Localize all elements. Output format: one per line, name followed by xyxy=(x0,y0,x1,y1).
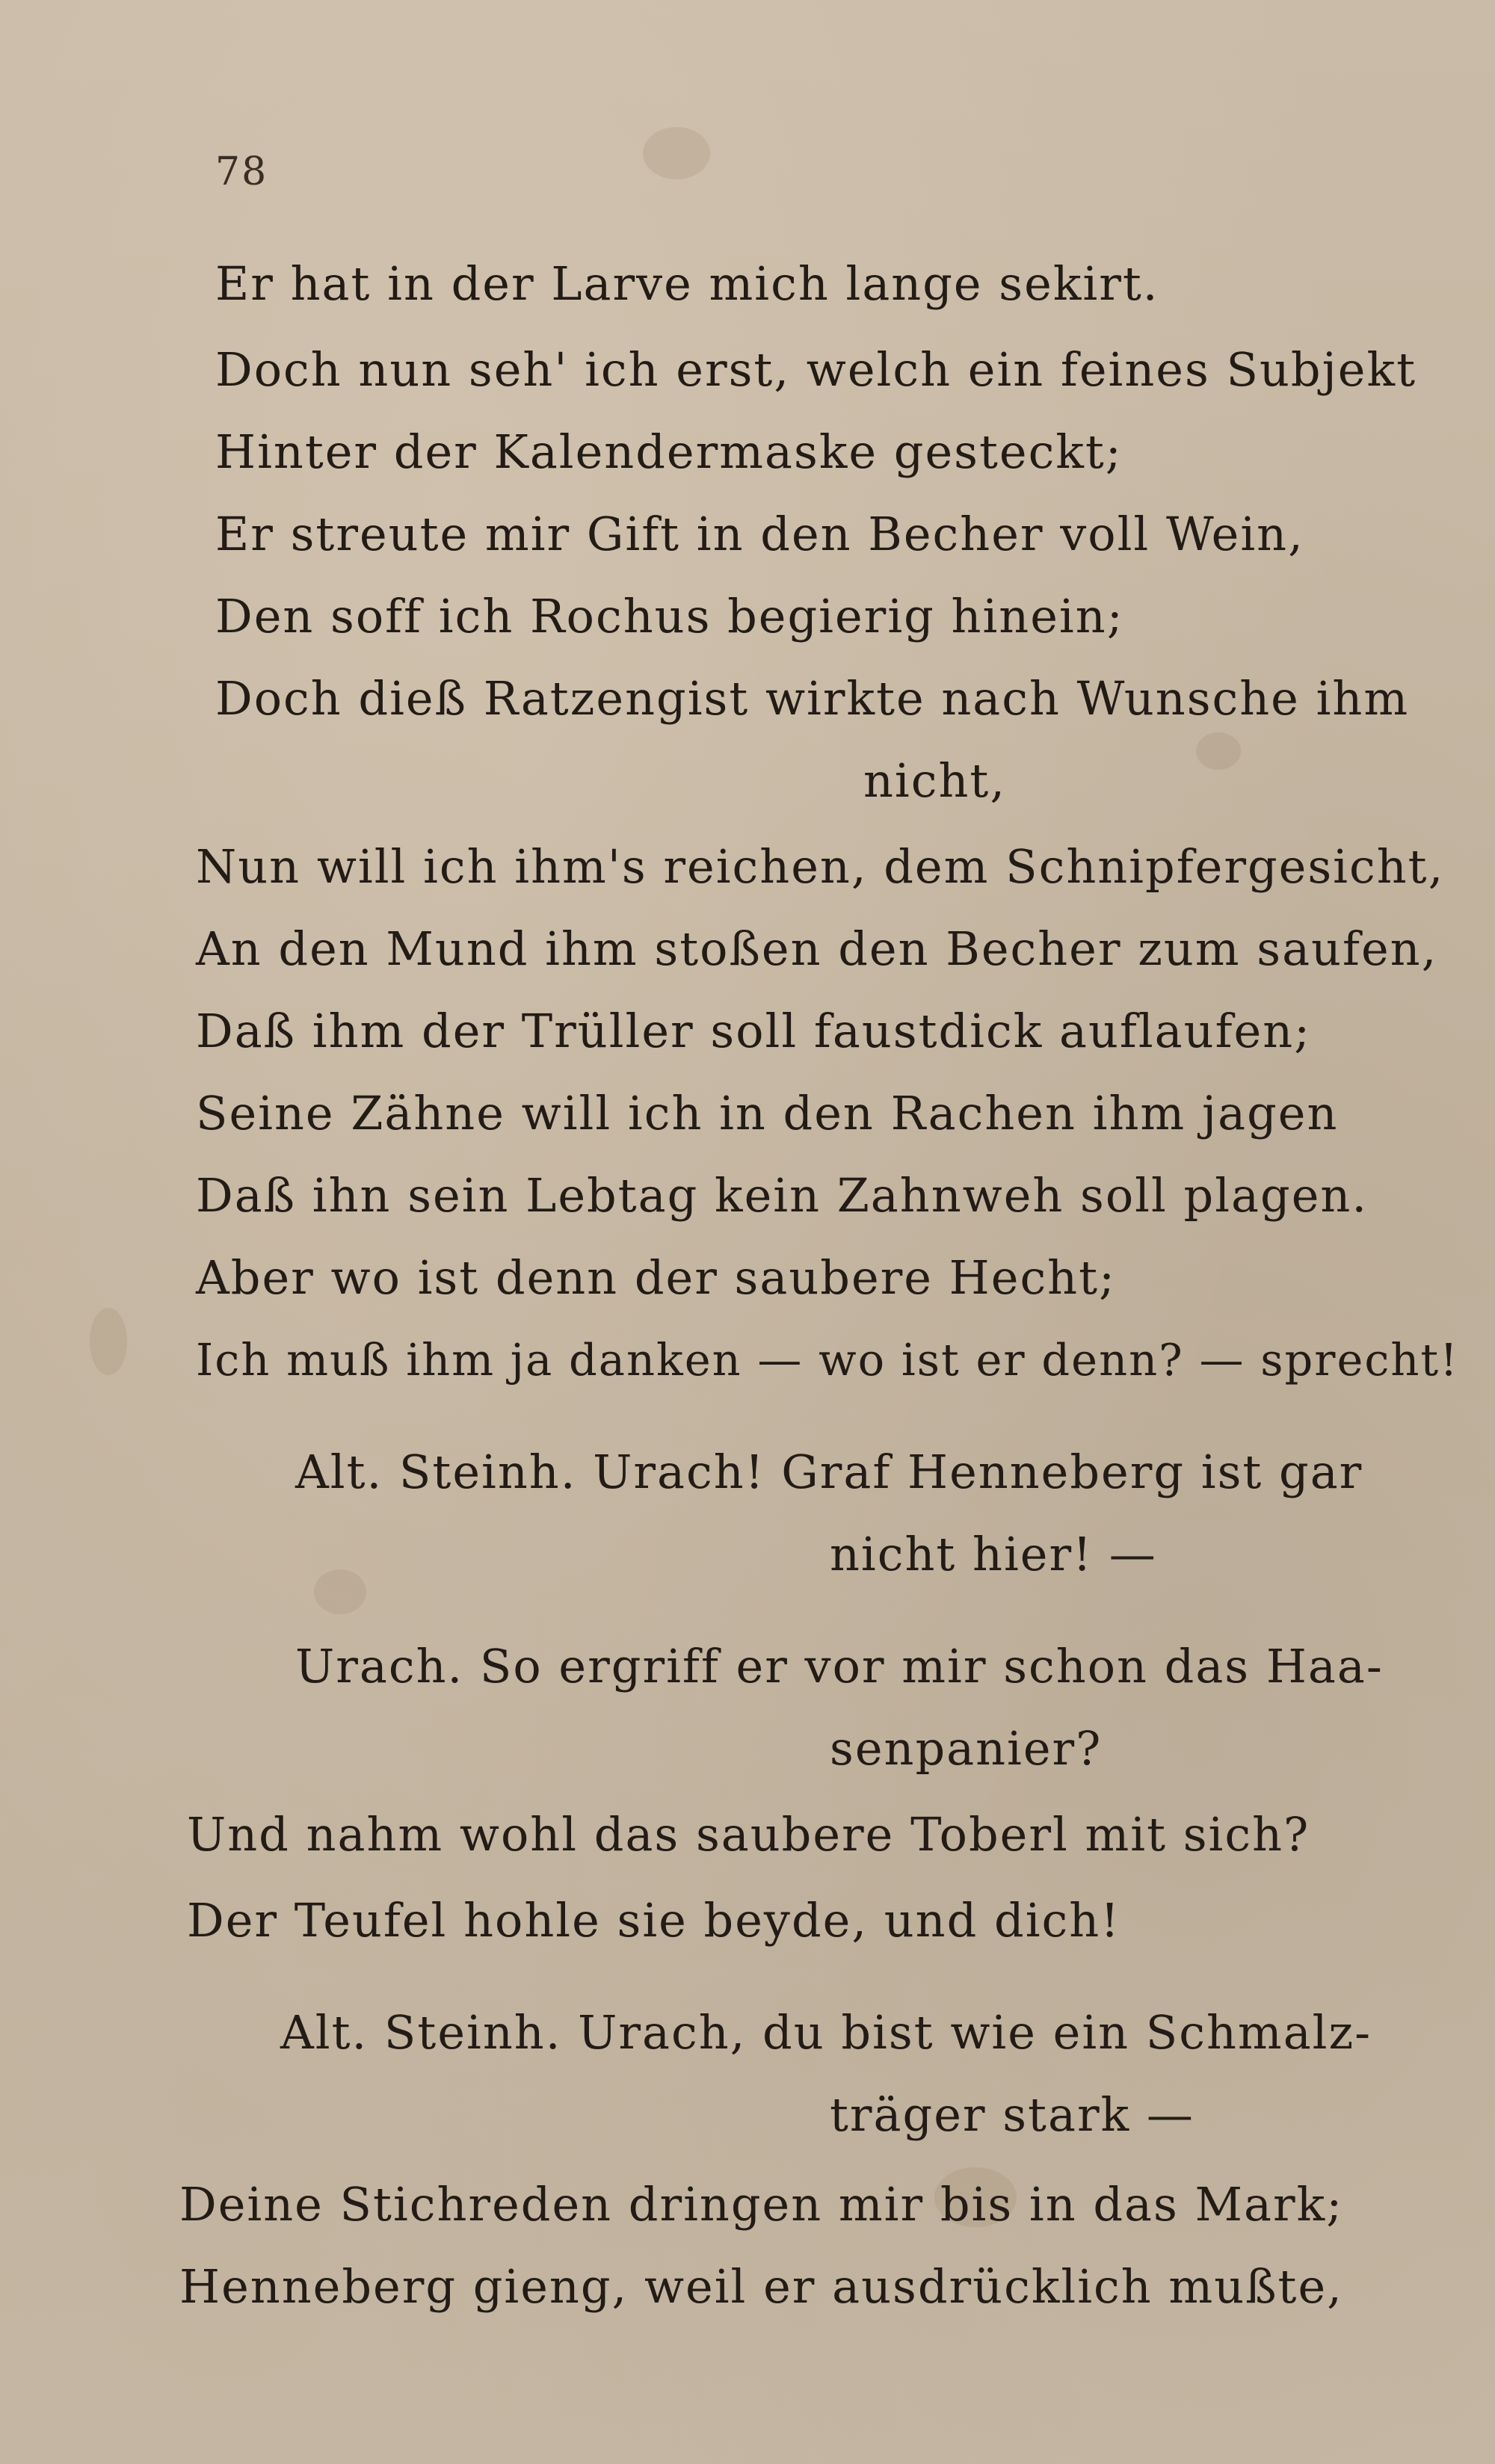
verse-line: Henneberg gieng, weil er ausdrücklich mußte, xyxy=(179,2259,1343,2314)
verse-line: Doch dieß Ratzengist wirkte nach Wunsche ihm xyxy=(215,671,1410,726)
verse-line: Daß ihn sein Lebtag kein Zahnweh soll plagen. xyxy=(196,1168,1369,1223)
verse-line: Daß ihm der Trüller soll faustdick auflaufen; xyxy=(196,1004,1312,1058)
verse-line: Er hat in der Larve mich lange sekirt. xyxy=(215,256,1159,311)
verse-line-continuation: senpanier? xyxy=(830,1721,1103,1776)
verse-line: An den Mund ihm stoßen den Becher zum saufen, xyxy=(196,921,1438,976)
verse-line: Ich muß ihm ja danken — wo ist er denn? — sprecht! xyxy=(196,1334,1459,1386)
paper-stain xyxy=(643,127,710,179)
speaker-line: Urach. So ergriff er vor mir schon das Haa- xyxy=(295,1639,1384,1693)
verse-line: Und nahm wohl das saubere Toberl mit sich? xyxy=(187,1807,1310,1862)
verse-line: Der Teufel hohle sie beyde, und dich! xyxy=(187,1893,1121,1948)
verse-line: Aber wo ist denn der saubere Hecht; xyxy=(196,1250,1116,1305)
verse-line-continuation: träger stark — xyxy=(830,2087,1195,2142)
verse-line: Hinter der Kalendermaske gesteckt; xyxy=(215,424,1123,479)
verse-line: Den soff ich Rochus begierig hinein; xyxy=(215,589,1124,643)
verse-line: Nun will ich ihm's reichen, dem Schnipfergesicht, xyxy=(196,839,1445,894)
paper-stain xyxy=(314,1569,366,1614)
paper-stain xyxy=(1196,732,1241,770)
verse-line-continuation: nicht, xyxy=(863,753,1007,808)
speaker-line: Alt. Steinh. Urach, du bist wie ein Schmalz- xyxy=(280,2005,1372,2060)
verse-line: Seine Zähne will ich in den Rachen ihm jagen xyxy=(196,1086,1339,1140)
paper-stain xyxy=(90,1308,127,1375)
verse-line-continuation: nicht hier! — xyxy=(830,1527,1157,1581)
speaker-line: Alt. Steinh. Urach! Graf Henneberg ist gar xyxy=(295,1445,1363,1499)
verse-line: Er streute mir Gift in den Becher voll Wein, xyxy=(215,507,1304,561)
verse-line: Doch nun seh' ich erst, welch ein feines Subjekt xyxy=(215,342,1417,397)
page-number: 78 xyxy=(215,149,268,194)
verse-line: Deine Stichreden dringen mir bis in das Mark; xyxy=(179,2177,1344,2232)
